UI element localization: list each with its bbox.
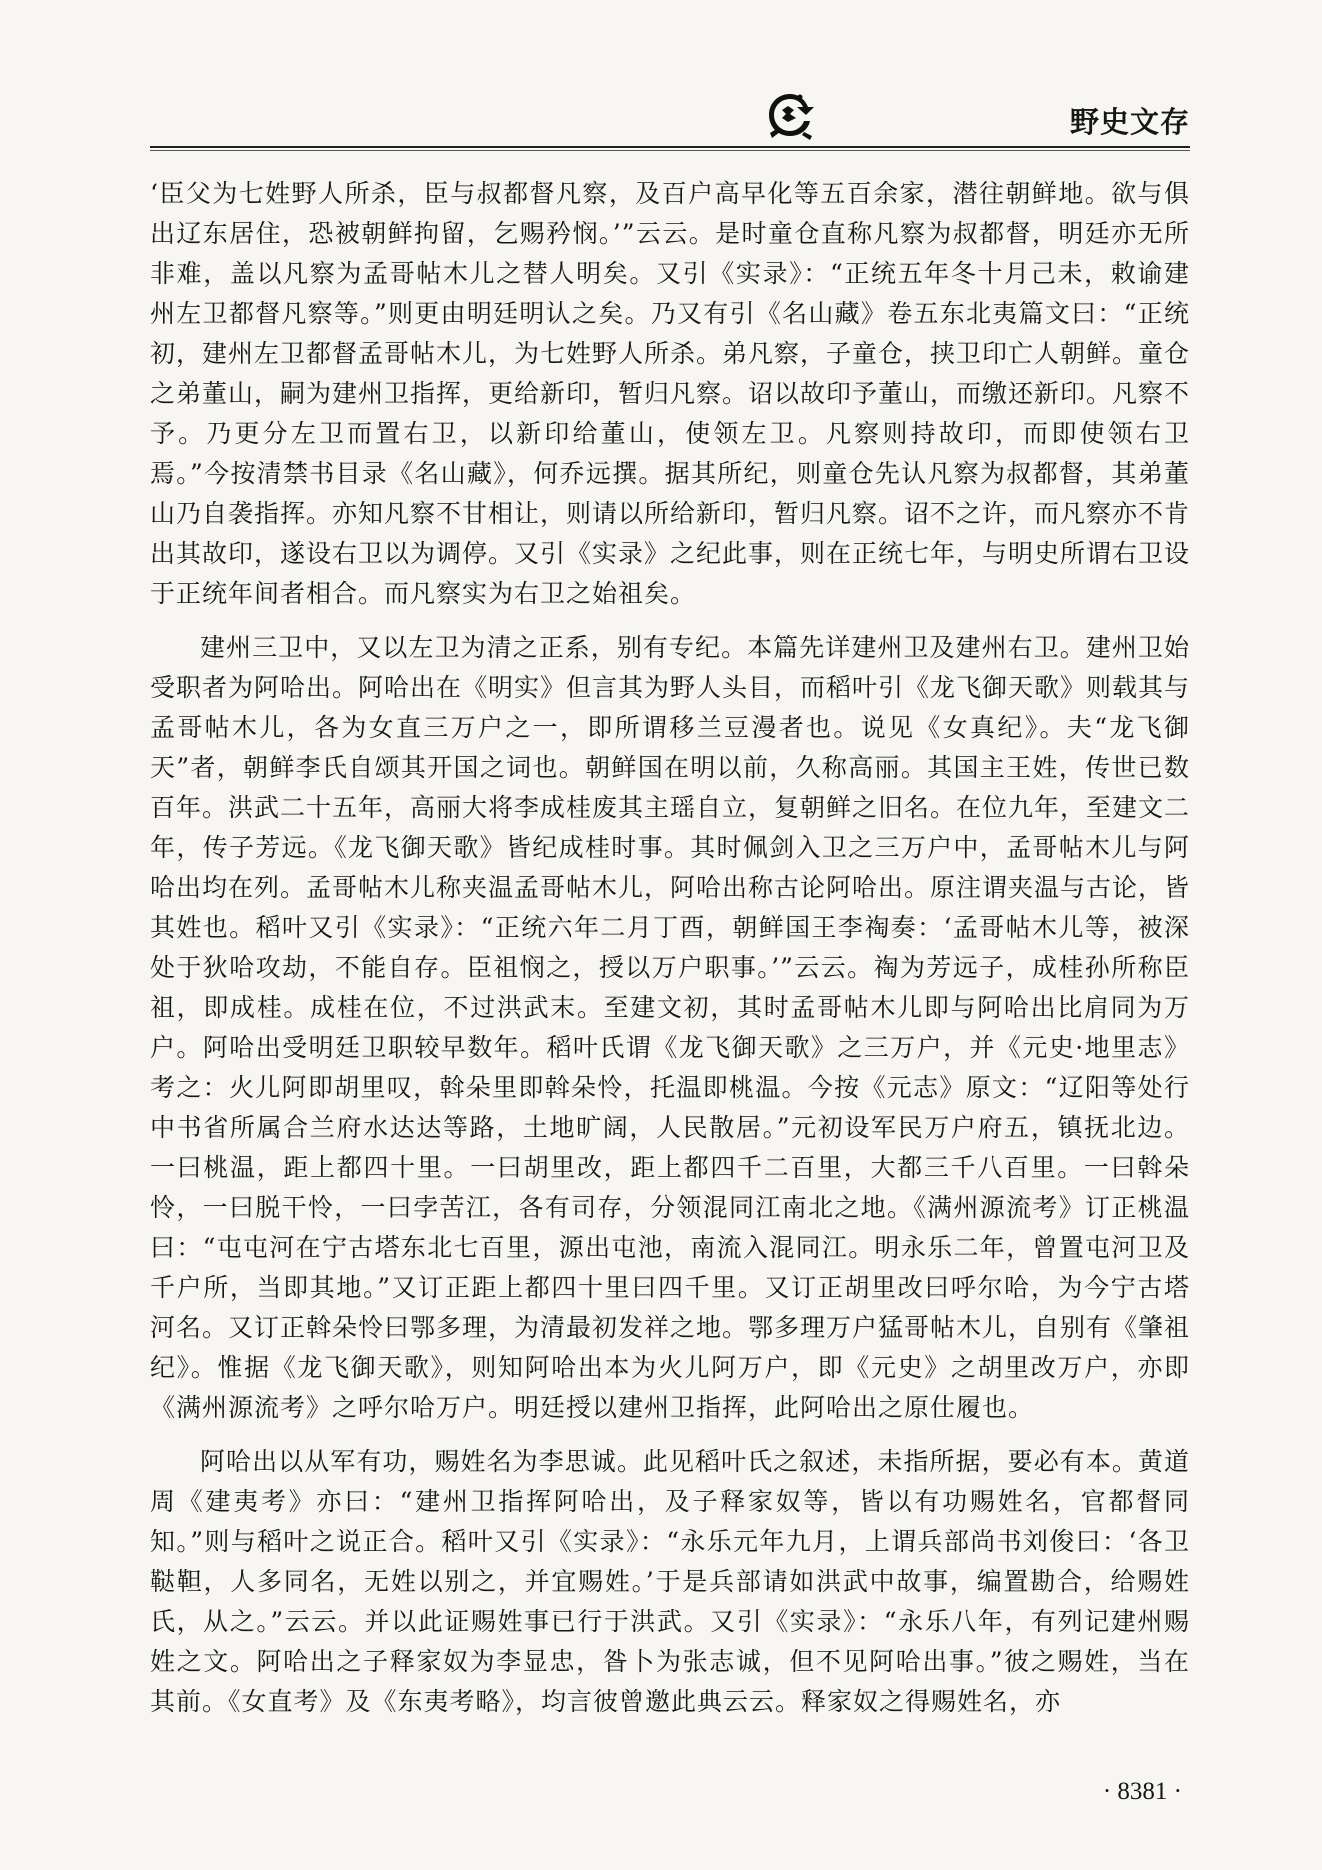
header-rule-thin <box>150 150 1190 151</box>
page-number: · 8381 · <box>1102 1778 1182 1805</box>
paragraph: ‘臣父为七姓野人所杀，臣与叔都督凡察，及百户高早化等五百余家，潜往朝鲜地。欲与俱出辽东居住，恐被朝鲜拘留，乞赐矜悯。’”云云。是时童仓直称凡察为叔都督，明廷亦无所非难，盖以凡察为孟哥帖木儿之替人明矣。又引《实录》：“正统五年冬十月己未，敕谕建州左卫都督凡察等。”则更由明廷明认之矣。乃又有引《名山藏》卷五东北夷篇文曰：“正统初，建州左卫都督孟哥帖木儿，为七姓野人所杀。弟凡察，子童仓，挟卫印亡人朝鲜。童仓之弟董山，嗣为建州卫指挥，更给新印，暂归凡察。诏以故印予董山，而缴还新印。凡察不予。乃更分左卫而置右卫，以新印给董山，使领左卫。凡察则持故印，而即使领右卫焉。”今按清禁书目录《名山藏》，何乔远撰。据其所纪，则童仓先认凡察为叔都督，其弟董山乃自袭指挥。亦知凡察不甘相让，则请以所给新印，暂归凡察。诏不之许，而凡察亦不肯出其故印，遂设右卫以为调停。又引《实录》之纪此事，则在正统七年，与明史所谓右卫设于正统年间者相合。而凡察实为右卫之始祖矣。 <box>150 179 1191 608</box>
running-header <box>150 88 1190 148</box>
paragraph: 阿哈出以从军有功，赐姓名为李思诚。此见稻叶氏之叙述，未指所据，要必有本。黄道周《建夷考》亦曰：“建州卫指挥阿哈出，及子释家奴等，皆以有功赐姓名，官都督同知。”则与稻叶之说正合。稻叶又引《实录》：“永乐元年九月，上谓兵部尚书刘俊曰：‘各卫鞑靼，人多同名，无姓以别之，并宜赐姓。’于是兵部请如洪武中故事，编置勘合，给赐姓氏，从之。”云云。并以此证赐姓事已行于洪武。又引《实录》：“永乐八年，有列记建州赐姓之文。阿哈出之子释家奴为李显忠，昝卜为张志诚，但不见阿哈出事。”彼之赐姓，当在其前。《女直考》及《东夷考略》，均言彼曾邀此典云云。释家奴之得赐姓名，亦 <box>150 1447 1190 1716</box>
series-title: 野史文存 <box>1069 105 1190 139</box>
body-text <box>150 174 1190 1736</box>
header-rule <box>150 146 1190 148</box>
paragraph: 建州三卫中，又以左卫为清之正系，别有专纪。本篇先详建州卫及建州右卫。建州卫始受职者为阿哈出。阿哈出在《明实》但言其为野人头目，而稻叶引《龙飞御天歌》则载其与孟哥帖木儿，各为女直三万户之一，即所谓移兰豆漫者也。说见《女真纪》。夫“龙飞御天”者，朝鲜李氏自颂其开国之词也。朝鲜国在明以前，久称高丽。其国主王姓，传世已数百年。洪武二十五年，高丽大将李成桂废其主瑶自立，复朝鲜之旧名。在位九年，至建文二年，传子芳远。《龙飞御天歌》皆纪成桂时事。其时佩剑入卫之三万户中，孟哥帖木儿与阿哈出均在列。孟哥帖木儿称夹温孟哥帖木儿，阿哈出称古论阿哈出。原注谓夹温与古论，皆其姓也。稻叶又引《实录》：“正统六年二月丁酉，朝鲜国王李祹奏：‘孟哥帖木儿等，被深处于狄哈攻劫，不能自存。臣祖悯之，授以万户职事。’”云云。祹为芳远子，成桂孙所称臣祖，即成桂。成桂在位，不过洪武末。至建文初，其时孟哥帖木儿即与阿哈出比肩同为万户。阿哈出受明廷卫职较早数年。稻叶氏谓《龙飞御天歌》之三万户，并《元史·地里志》考之：火儿阿即胡里叹，斡朵里即斡朵怜，托温即桃温。今按《元志》原文：“辽阳等处行中书省所属合兰府水达达等路，土地旷阔，人民散居。”元初设军民万户府五，镇抚北边。一曰桃温，距上都四十里。一曰胡里改，距上都四千二百里，大都三千八百里。一曰斡朵怜，一曰脱干怜，一曰孛苦江，各有司存，分领混同江南北之地。《满州源流考》订正桃温曰：“屯屯河在宁古塔东北七百里，源出屯池，南流入混同江。明永乐二年，曾置屯河卫及千户所，当即其地。”又订正距上都四十里曰四千里。又订正胡里改曰呼尔哈，为今宁古塔河名。又订正斡朵怜曰鄂多理，为清最初发祥之地。鄂多理万户猛哥帖木儿，自别有《肇祖纪》。惟据《龙飞御天歌》，则知阿哈出本为火儿阿万户，即《元史》之胡里改万户，亦即《满州源流考》之呼尔哈万户。明廷授以建州卫指挥，此阿哈出之原仕履也。 <box>150 633 1191 1422</box>
dragon-emblem-icon <box>760 88 820 144</box>
